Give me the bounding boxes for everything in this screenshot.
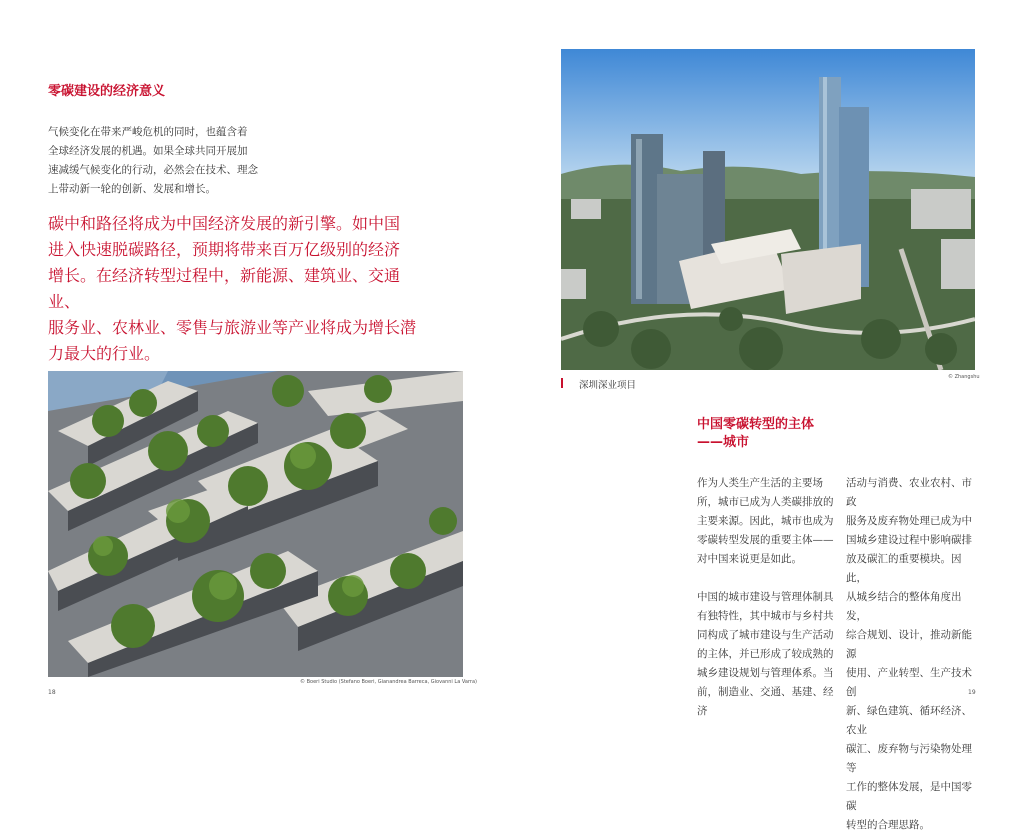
right-photo-credit: © Zhangshu xyxy=(948,374,980,380)
left-intro-paragraph xyxy=(48,123,268,199)
col1-para2 xyxy=(697,588,837,721)
col1-line: 中国的城市建设与管理体制具 xyxy=(697,591,834,603)
col1-line: 作为人类生产生活的主要场 xyxy=(697,477,823,489)
right-heading xyxy=(697,416,814,452)
vertical-forest-illustration xyxy=(48,371,463,677)
col1-line: 主要来源。因此，城市也成为 xyxy=(697,515,834,527)
col1-line: 城乡建设规划与管理体系。当 xyxy=(697,667,834,679)
intro-line: 全球经济发展的机遇。如果全球共同开展加 xyxy=(48,145,248,157)
col2-line: 新、绿色建筑、循环经济、农业 xyxy=(846,705,972,736)
col2-line: 放及碳汇的重要模块。因此， xyxy=(846,553,962,584)
right-heading-line: ——城市 xyxy=(697,435,750,450)
col1-para1 xyxy=(697,474,837,569)
col2-line: 使用、产业转型、生产技术创 xyxy=(846,667,972,698)
quote-line: 进入快速脱碳路径，预期将带来百万亿级别的经济 xyxy=(48,240,401,259)
photo-caption: 深圳深业项目 xyxy=(579,380,637,391)
right-column-2 xyxy=(846,474,981,835)
col2-line: 活动与消费、农业农村、市政 xyxy=(846,477,972,508)
intro-line: 上带动新一轮的创新、发展和增长。 xyxy=(48,183,216,195)
col1-line: 同构成了城市建设与生产活动 xyxy=(697,629,834,641)
shenzhen-city-photo xyxy=(561,49,975,370)
left-photo-credit: © Boeri Studio (Stefano Boeri, Gianandrea Barreca, Giovanni La Varra) xyxy=(300,679,477,685)
left-page-number: 18 xyxy=(48,689,56,696)
intro-line: 气候变化在带来严峻危机的同时，也蕴含着 xyxy=(48,126,248,138)
shenzhen-skyline-illustration xyxy=(561,49,975,370)
col1-line: 前，制造业、交通、基建、经济 xyxy=(697,686,834,717)
col1-line: 零碳转型发展的重要主体—— xyxy=(697,534,834,546)
col1-line: 有独特性，其中城市与乡村共 xyxy=(697,610,834,622)
intro-line: 速减缓气候变化的行动，必然会在技术、理念 xyxy=(48,164,258,176)
left-highlight-quote xyxy=(48,211,418,367)
col1-line: 对中国来说更是如此。 xyxy=(697,553,802,565)
col1-line: 的主体，并已形成了较成熟的 xyxy=(697,648,834,660)
col2-line: 从城乡结合的整体角度出发， xyxy=(846,591,962,622)
quote-line: 力最大的行业。 xyxy=(48,344,161,363)
caption-accent-bar xyxy=(561,378,563,388)
right-column-1 xyxy=(697,474,837,721)
quote-line: 碳中和路径将成为中国经济发展的新引擎。如中国 xyxy=(48,214,401,233)
col2-line: 国城乡建设过程中影响碳排 xyxy=(846,534,972,546)
col2-line: 服务及废弃物处理已成为中 xyxy=(846,515,972,527)
right-page-number: 19 xyxy=(968,689,976,696)
quote-line: 增长。在经济转型过程中，新能源、建筑业、交通业、 xyxy=(48,266,401,311)
col2-line: 转型的合理思路。 xyxy=(846,819,930,831)
right-heading-line: 中国零碳转型的主体 xyxy=(697,417,815,432)
left-heading: 零碳建设的经济意义 xyxy=(48,84,166,99)
vertical-forest-photo xyxy=(48,371,463,677)
quote-line: 服务业、农林业、零售与旅游业等产业将成为增长潜 xyxy=(48,318,417,337)
col2-line: 碳汇、废弃物与污染物处理等 xyxy=(846,743,972,774)
col1-line: 所，城市已成为人类碳排放的 xyxy=(697,496,834,508)
col2-line: 工作的整体发展，是中国零碳 xyxy=(846,781,972,812)
col2-line: 综合规划、设计，推动新能源 xyxy=(846,629,972,660)
